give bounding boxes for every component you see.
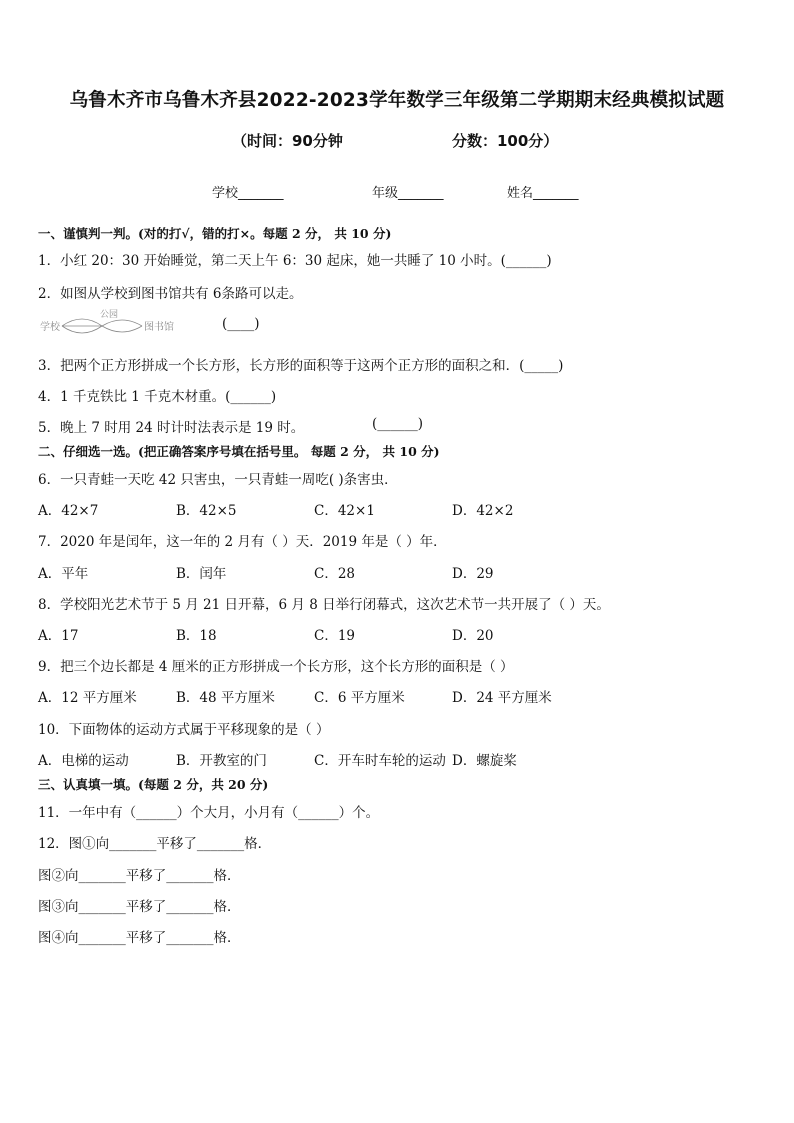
question-12-line-1: 12．图①向_______平移了_______格． [38, 836, 272, 852]
route-diagram [38, 306, 188, 340]
question-3: 3．把两个正方形拼成一个长方形，长方形的面积等于这两个正方形的面积之和．(_____) [38, 358, 564, 374]
question-9: 9．把三个边长都是 4 厘米的正方形拼成一个长方形，这个长方形的面积是（ ） [38, 659, 514, 675]
question-7: 7．2020 年是闰年，这一年的 2 月有（ ）天．2019 年是（ ）年． [38, 534, 447, 550]
q6-option-d: D．42×2 [452, 503, 514, 519]
q6-option-b: B．42×5 [176, 503, 237, 519]
page-title: 乌鲁木齐市乌鲁木齐县2022-2023学年数学三年级第二学期期末经典模拟试题 [69, 90, 725, 111]
exam-time: （时间：90分钟 [232, 132, 343, 150]
q7-option-a: A．平年 [38, 566, 89, 582]
school-field: 学校_______ [212, 186, 284, 201]
diagram-label-school: 学校 [40, 322, 60, 333]
section-2-heading: 二、仔细选一选。(把正确答案序号填在括号里。 每题 2 分， 共 10 分) [38, 444, 440, 459]
q8-option-a: A．17 [38, 628, 79, 644]
question-10: 10．下面物体的运动方式属于平移现象的是（ ） [38, 722, 330, 738]
q7-option-d: D．29 [452, 566, 494, 582]
q9-option-b: B．48 平方厘米 [176, 690, 275, 706]
question-6: 6．一只青蛙一天吃 42 只害虫，一只青蛙一周吃( )条害虫． [38, 472, 398, 488]
q10-option-d: D．螺旋桨 [452, 753, 517, 769]
question-1: 1．小红 20：30 开始睡觉，第二天上午 6：30 起床，她一共睡了 10 小时。(______) [38, 253, 552, 269]
q9-option-c: C．6 平方厘米 [314, 690, 405, 706]
diagram-label-library: 图书馆 [144, 322, 174, 333]
question-2: 2．如图从学校到图书馆共有 6条路可以走。 [38, 286, 303, 302]
q7-option-c: C．28 [314, 566, 356, 582]
q7-option-b: B．闰年 [176, 566, 227, 582]
question-12-line-4: 图④向_______平移了_______格． [38, 930, 241, 946]
q10-option-a: A．电梯的运动 [38, 753, 129, 769]
q8-option-d: D．20 [452, 628, 494, 644]
question-8: 8．学校阳光艺术节于 5 月 21 日开幕，6 月 8 日举行闭幕式，这次艺术节一共开展了（ ）天。 [38, 597, 610, 613]
question-4: 4．1 千克铁比 1 千克木材重。(______) [38, 389, 277, 405]
q9-option-d: D．24 平方厘米 [452, 690, 552, 706]
question-5-blank: (______) [372, 416, 424, 432]
q8-option-c: C．19 [314, 628, 356, 644]
section-3-heading: 三、认真填一填。(每题 2 分，共 20 分) [38, 777, 269, 792]
q6-option-c: C．42×1 [314, 503, 375, 519]
question-11: 11．一年中有（______）个大月，小月有（______）个。 [38, 805, 380, 821]
question-12-line-2: 图②向_______平移了_______格． [38, 868, 241, 884]
exam-score: 分数：100分） [452, 132, 559, 150]
name-field: 姓名_______ [507, 186, 579, 201]
question-2-blank: (____) [222, 316, 260, 332]
q9-option-a: A．12 平方厘米 [38, 690, 137, 706]
q10-option-b: B．开教室的门 [176, 753, 267, 769]
q10-option-c: C．开车时车轮的运动 [314, 753, 446, 769]
q8-option-b: B．18 [176, 628, 217, 644]
q6-option-a: A．42×7 [38, 503, 99, 519]
question-12-line-3: 图③向_______平移了_______格． [38, 899, 241, 915]
diagram-label-park: 公园 [100, 310, 119, 320]
section-1-heading: 一、谨慎判一判。(对的打√，错的打×。每题 2 分， 共 10 分) [38, 226, 392, 241]
question-5: 5．晚上 7 时用 24 时计时法表示是 19 时。 [38, 420, 305, 436]
grade-field: 年级_______ [372, 186, 444, 201]
